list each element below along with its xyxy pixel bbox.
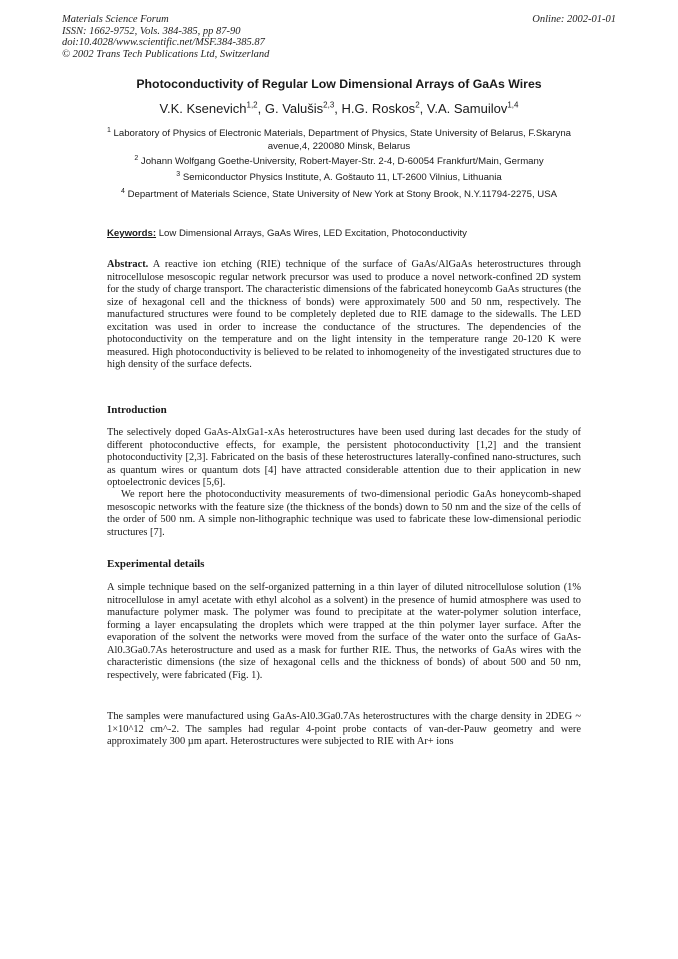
author: H.G. Roskos$^2$, (341, 101, 427, 117)
affiliation-text: Johann Wolfgang Goethe-University, Robert-Mayer-Str. 2-4, D-60054 Frankfurt/Main, Germany (140, 156, 544, 168)
author-name: G. Valušis (264, 101, 324, 117)
author-name: V.A. Samuilov (426, 101, 508, 117)
author-list (0, 101, 678, 116)
abstract-label: Abstract. (107, 259, 149, 270)
author: G. Valušis$^{2,3}$, (264, 101, 342, 117)
keywords-text: Low Dimensional Arrays, GaAs Wires, LED Excitation, Photoconductivity (158, 228, 467, 239)
journal-header (62, 14, 269, 60)
journal-name: Materials Science Forum (62, 14, 169, 25)
keywords-label: Keywords: (107, 228, 157, 239)
author-sup: 1,4 (507, 101, 519, 110)
online-date: Online: 2002-01-01 (532, 14, 616, 25)
affiliation-text: Semiconductor Physics Institute, A. Goštauto 11, LT-2600 Vilnius, Lithuania (182, 172, 502, 184)
author-sup: 2 (415, 101, 420, 110)
affiliation-text: Laboratory of Physics of Electronic Materials, Department of Physics, State University of Belarus, F.Skaryna avenue,4, 220080 Minsk, Belarus (113, 128, 572, 152)
author: V.K. Ksenevich$^{1,2}$, (159, 101, 265, 117)
abstract (107, 259, 581, 372)
paper-title: Photoconductivity of Regular Low Dimensional Arrays of GaAs Wires (136, 77, 542, 91)
author-sup: 2,3 (323, 101, 335, 110)
affiliation: $^3$ Semiconductor Physics Institute, A. Goštauto 11, LT-2600 Vilnius, Lithuania (176, 171, 502, 184)
abstract-text: A reactive ion etching (RIE) technique of the surface of GaAs/AlGaAs heterostructures through nitrocellulose mesoscopic regular network precursor was used to produce a novel network-confined 2D system for the study of charge transport. The characteristic dimensions of the fabricated honeycomb GaAs structures (the size of hexagonal cell and the thickness of bonds) were approximately 500 and 50 nm, respectively. The manufactured structures were found to be completely depleted due to RIE damage to the sidewalls. The LED excitation was used in order to increase the conductance of the structures. The dependencies of the photoconductivity on the temperature and on the light intensity in the temperature range 20-120 K were measured. High photoconductivity is believed to be related to inhomogeneity of the investigated structures due to high density of the surface defects. (107, 259, 581, 370)
copyright-line: © 2002 Trans Tech Publications Ltd, Switzerland (62, 48, 270, 60)
author-sup: 1,2 (246, 101, 258, 110)
intro-paragraph: We report here the photoconductivity measurements of two-dimensional periodic GaAs honeycomb-shaped mesoscopic networks with the feature size (the thickness of the bonds) down to 50 nm and the size of the cells of the order of 500 nm. A simple non-lithographic technique was used to fabricate these low-dimensional periodic structures [7]. (107, 489, 581, 538)
section-heading-experimental: Experimental details (107, 558, 205, 570)
intro-paragraph: The selectively doped GaAs-AlxGa1-xAs heterostructures have been used during last decades for the study of different photoconductive effects, for example, the persistent photoconductivity [1,2] and the transient photoconductivity [2,3]. Fabricated on the basis of these heterostructures laterally-confined nano-structures, such as quantum wires or quantum dots [4] have attracted considerable attention due to their application in new optoelectronic devices [5,6]. (107, 427, 581, 488)
affiliation: $^4$ Department of Materials Science, State University of New York at Stony Brook, N.Y.11794-2275, USA (120, 188, 558, 201)
affiliation: $^1$ Laboratory of Physics of Electronic Materials, Department of Physics, State University of Belarus, F.Skaryna avenue,4, 220080 Minsk, Belarus (106, 127, 572, 152)
doi-link[interactable]: doi:10.4028/www.scientific.net/MSF.384-385.87 (62, 37, 265, 48)
author (427, 101, 519, 116)
author-name: H.G. Roskos (341, 101, 416, 117)
keywords (107, 228, 467, 239)
author-name: V.K. Ksenevich (159, 101, 247, 117)
section-heading-introduction: Introduction (107, 404, 167, 416)
affiliation: $^2$ Johann Wolfgang Goethe-University, Robert-Mayer-Str. 2-4, D-60054 Frankfurt/Main, Germany (134, 155, 544, 168)
affiliation-text: Department of Materials Science, State University of New York at Stony Brook, N.Y.11794-2275, USA (127, 189, 558, 201)
experimental-paragraph: The samples were manufactured using GaAs-Al0.3Ga0.7As heterostructures with the charge density in 2DEG ~ 1×10^12 cm^-2. The samples had regular 4-point probe contacts of van-der-Pauw geometry and were approximately 300 µm apart. Heterostructures were subjected to RIE with Ar+ ions (107, 711, 581, 747)
experimental-paragraph: A simple technique based on the self-organized patterning in a thin layer of diluted nitrocellulose solution (1% nitrocellulose in amyl acetate with ethyl alcohol as a solvent) in the presence of humid atmosphere was used to manufacture polymer mask. The polymer was found to precipitate at the water-polymer solution interface, forming a layer encapsulating the droplets which were trapped at the thin polymer layer surface. After the evaporation of the solvent the networks were moved from the surface of the water onto the surface of GaAs-Al0.3Ga0.7As heterostructure and used as a mask for further RIE. Thus, the networks of GaAs wires with the characteristic dimensions (the size of hexagonal cells and the thickness of bonds) of about 500 and 50 nm, respectively, were fabricated (Fig. 1). (107, 582, 581, 681)
issn-line: ISSN: 1662-9752, Vols. 384-385, pp 87-90 (62, 25, 241, 37)
